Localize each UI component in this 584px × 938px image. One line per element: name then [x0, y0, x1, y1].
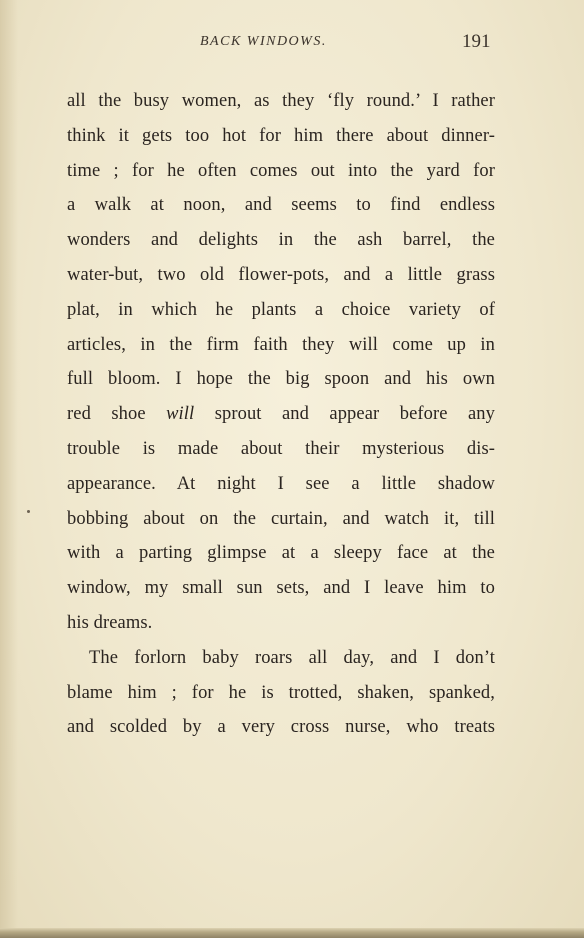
text-line: a walk at noon, and seems to find endless — [67, 195, 495, 216]
paper-speck — [27, 510, 30, 513]
page-bottom-edge — [0, 928, 584, 938]
text-line: trouble is made about their mysterious dis- — [67, 438, 495, 459]
text-line: his dreams. — [67, 612, 153, 633]
text-line: The forlorn baby roars all day, and I don’t — [89, 647, 495, 668]
text-line: plat, in which he plants a choice variety of — [67, 299, 495, 320]
emphasis-word: will — [166, 404, 195, 425]
text-line: bobbing about on the curtain, and watch it, till — [67, 508, 495, 529]
text-line: articles, in the firm faith they will come up in — [67, 334, 495, 355]
text-line: red shoe will sprout and appear before any — [67, 404, 495, 425]
text-line: window, my small sun sets, and I leave him to — [67, 578, 495, 599]
text-line: appearance. At night I see a little shadow — [67, 473, 495, 494]
paragraph-2 — [67, 641, 495, 745]
page-header — [0, 31, 584, 58]
text-line: think it gets too hot for him there about dinner- — [67, 125, 495, 146]
text-line: blame him ; for he is trotted, shaken, spanked, — [67, 682, 495, 703]
page-number: 191 — [462, 31, 491, 52]
text-line: water-but, two old flower-pots, and a little grass — [67, 264, 495, 285]
text-line: time ; for he often comes out into the yard for — [67, 160, 495, 181]
text-line: all the busy women, as they ‘fly round.’ I rather — [67, 91, 495, 111]
body-text — [67, 84, 495, 745]
page-gutter-shadow — [0, 0, 18, 938]
text-line: with a parting glimpse at a sleepy face at the — [67, 543, 495, 564]
running-head: BACK WINDOWS. — [200, 34, 327, 49]
text-line: full bloom. I hope the big spoon and his own — [67, 369, 495, 390]
text-line: and scolded by a very cross nurse, who treats — [67, 717, 495, 738]
paragraph-1 — [67, 84, 495, 641]
text-line: wonders and delights in the ash barrel, the — [67, 230, 495, 251]
